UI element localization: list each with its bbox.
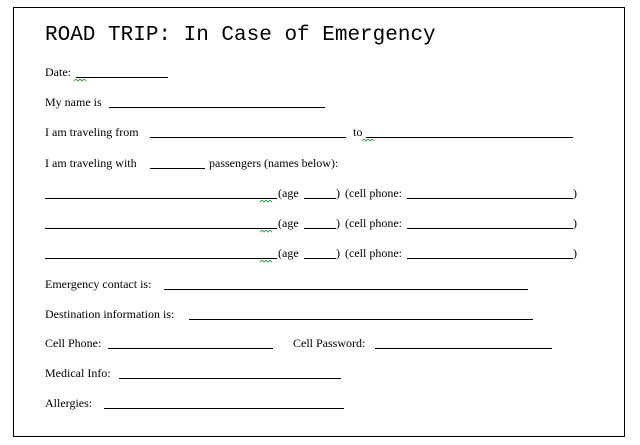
date-field[interactable] bbox=[76, 77, 168, 78]
cell-phone-close-label: ) bbox=[573, 186, 577, 200]
to-field[interactable] bbox=[366, 137, 573, 138]
form-title: ROAD TRIP: In Case of Emergency bbox=[45, 24, 436, 47]
emergency-contact-label: Emergency contact is: bbox=[45, 277, 152, 291]
age-close-label: ) bbox=[336, 246, 340, 260]
medical-info-label: Medical Info: bbox=[45, 366, 111, 380]
spellcheck-squiggle bbox=[260, 200, 274, 203]
traveling-from-label: I am traveling from bbox=[45, 125, 139, 139]
spellcheck-squiggle bbox=[362, 139, 376, 142]
passenger-cell-field[interactable] bbox=[407, 228, 573, 229]
cell-phone-open-label: (cell phone: bbox=[345, 216, 402, 230]
cell-password-label: Cell Password: bbox=[293, 336, 366, 350]
destination-label: Destination information is: bbox=[45, 307, 175, 321]
spellcheck-squiggle bbox=[260, 260, 274, 263]
passenger-age-field[interactable] bbox=[304, 198, 336, 199]
passenger-age-field[interactable] bbox=[304, 258, 336, 259]
spellcheck-squiggle bbox=[74, 79, 88, 82]
to-label: to bbox=[353, 125, 363, 139]
cell-phone-open-label: (cell phone: bbox=[345, 186, 402, 200]
passenger-name-field[interactable] bbox=[45, 258, 277, 259]
age-open-label: (age bbox=[278, 216, 299, 230]
medical-info-field[interactable] bbox=[119, 378, 341, 379]
passenger-name-field[interactable] bbox=[45, 198, 277, 199]
cell-phone-close-label: ) bbox=[573, 246, 577, 260]
age-close-label: ) bbox=[336, 216, 340, 230]
passenger-name-field[interactable] bbox=[45, 228, 277, 229]
cell-password-field[interactable] bbox=[375, 348, 552, 349]
emergency-contact-field[interactable] bbox=[164, 289, 528, 290]
passenger-cell-field[interactable] bbox=[407, 198, 573, 199]
passenger-age-field[interactable] bbox=[304, 228, 336, 229]
cell-phone-label: Cell Phone: bbox=[45, 336, 102, 350]
age-open-label: (age bbox=[278, 186, 299, 200]
passenger-cell-field[interactable] bbox=[407, 258, 573, 259]
cell-phone-close-label: ) bbox=[573, 216, 577, 230]
passengers-label: passengers (names below): bbox=[209, 156, 339, 170]
age-open-label: (age bbox=[278, 246, 299, 260]
name-label: My name is bbox=[45, 95, 102, 109]
allergies-field[interactable] bbox=[104, 408, 344, 409]
name-field[interactable] bbox=[109, 107, 325, 108]
passenger-count-field[interactable] bbox=[150, 168, 205, 169]
traveling-from-field[interactable] bbox=[150, 137, 346, 138]
destination-field[interactable] bbox=[189, 319, 533, 320]
date-label: Date: bbox=[45, 65, 71, 79]
cell-phone-open-label: (cell phone: bbox=[345, 246, 402, 260]
spellcheck-squiggle bbox=[260, 230, 274, 233]
allergies-label: Allergies: bbox=[45, 396, 93, 410]
traveling-with-label: I am traveling with bbox=[45, 156, 137, 170]
cell-phone-field[interactable] bbox=[108, 348, 273, 349]
age-close-label: ) bbox=[336, 186, 340, 200]
